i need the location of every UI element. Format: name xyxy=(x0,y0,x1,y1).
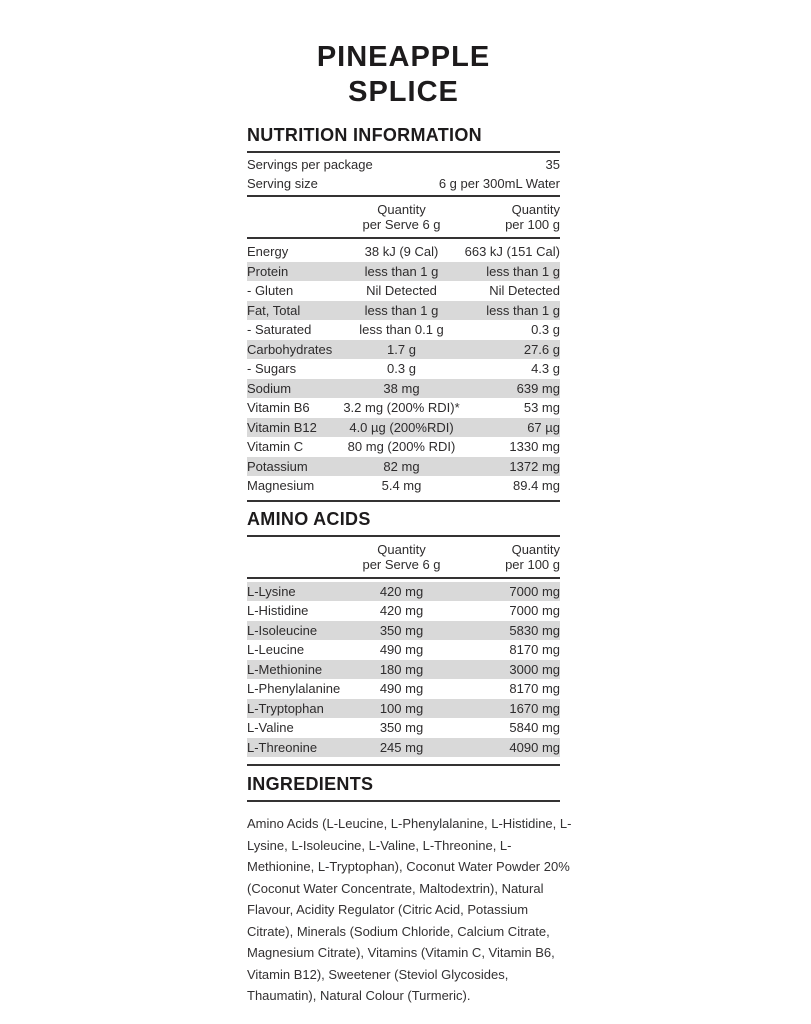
cell-label: Vitamin C xyxy=(247,439,304,455)
table-row xyxy=(247,601,560,621)
nutrition-information-heading: NUTRITION INFORMATION xyxy=(247,125,560,153)
quantity-per-100-header xyxy=(460,542,560,572)
cell-per100: 0.3 g xyxy=(531,322,560,338)
table-row xyxy=(247,679,560,699)
cell-serve: 420 mg xyxy=(379,603,424,619)
nutrition-label xyxy=(247,0,572,1007)
amino-acids-table xyxy=(247,582,560,758)
table-row xyxy=(247,418,560,438)
cell-per100: 53 mg xyxy=(523,400,560,416)
table-row xyxy=(247,437,560,457)
cell-label: Carbohydrates xyxy=(247,341,333,357)
quantity-per-serve-header-line2: per Serve 6 g xyxy=(362,217,441,232)
quantity-per-100-header xyxy=(460,202,560,232)
table-row xyxy=(247,398,560,418)
cell-label: L-Phenylalanine xyxy=(247,681,341,697)
cell-per100: 7000 mg xyxy=(509,603,560,619)
cell-serve: 38 kJ (9 Cal) xyxy=(364,244,439,260)
cell-label: Magnesium xyxy=(247,478,315,494)
cell-per100: 1372 mg xyxy=(509,458,560,474)
cell-label: L-Lysine xyxy=(247,583,296,599)
cell-serve: less than 1 g xyxy=(364,302,439,318)
cell-per100: 1670 mg xyxy=(509,700,560,716)
cell-serve: 82 mg xyxy=(383,458,420,474)
quantity-per-serve-header-line2: per Serve 6 g xyxy=(362,556,441,572)
cell-label: - Sugars xyxy=(247,361,297,377)
cell-per100: 5830 mg xyxy=(509,622,560,638)
table-row xyxy=(247,320,560,340)
table-row xyxy=(247,640,560,660)
cell-per100: 89.4 mg xyxy=(513,478,560,494)
table-row xyxy=(247,281,560,301)
cell-per100: 8170 mg xyxy=(509,642,560,658)
product-title-line2: SPLICE xyxy=(348,76,459,108)
cell-per100: 3000 mg xyxy=(509,661,560,677)
column-header-spacer xyxy=(247,542,343,572)
cell-per100: 27.6 g xyxy=(523,341,560,357)
cell-per100: 4.3 g xyxy=(531,361,560,377)
cell-label: L-Tryptophan xyxy=(247,700,324,716)
cell-per100: less than 1 g xyxy=(486,263,560,279)
ingredients-heading: INGREDIENTS xyxy=(247,764,560,802)
table-row xyxy=(247,379,560,399)
cell-label: - Saturated xyxy=(247,322,312,338)
quantity-per-serve-header xyxy=(343,202,460,232)
servings-per-package-value: 35 xyxy=(545,156,560,172)
cell-label: L-Leucine xyxy=(247,642,305,658)
cell-serve: 100 mg xyxy=(379,700,424,716)
cell-serve: less than 1 g xyxy=(364,263,439,279)
cell-serve: 350 mg xyxy=(379,720,424,736)
cell-label: Energy xyxy=(247,244,289,260)
amino-acids-heading: AMINO ACIDS xyxy=(247,500,560,537)
cell-label: Sodium xyxy=(247,380,292,396)
cell-label: Potassium xyxy=(247,458,308,474)
cell-label: L-Threonine xyxy=(247,739,318,755)
cell-per100: less than 1 g xyxy=(486,302,560,318)
cell-label: Vitamin B6 xyxy=(247,400,310,416)
cell-per100: 1330 mg xyxy=(509,439,560,455)
cell-serve: 0.3 g xyxy=(387,361,416,377)
column-header-spacer xyxy=(247,202,343,232)
amino-acids-section xyxy=(247,500,560,758)
quantity-per-100-header-line2: per 100 g xyxy=(505,217,560,232)
nutrition-table xyxy=(247,242,560,496)
cell-per100: 5840 mg xyxy=(509,720,560,736)
table-row xyxy=(247,718,560,738)
cell-per100: 7000 mg xyxy=(509,583,560,599)
table-row xyxy=(247,738,560,758)
quantity-per-100-header-line1: Quantity xyxy=(511,202,560,217)
cell-serve: less than 0.1 g xyxy=(359,322,444,338)
cell-serve: 180 mg xyxy=(379,661,424,677)
cell-per100: 8170 mg xyxy=(509,681,560,697)
quantity-per-serve-header-line1: Quantity xyxy=(377,541,426,557)
serving-size-label: Serving size xyxy=(247,175,318,191)
quantity-per-serve-header-line1: Quantity xyxy=(377,202,426,217)
table-row xyxy=(247,476,560,496)
cell-serve: 38 mg xyxy=(383,380,420,396)
cell-serve: 5.4 mg xyxy=(381,478,422,494)
table-row xyxy=(247,699,560,719)
cell-serve: 350 mg xyxy=(379,622,424,638)
cell-per100: 639 mg xyxy=(516,380,560,396)
table-row xyxy=(247,262,560,282)
servings-per-package-row xyxy=(247,155,560,174)
serving-size-value: 6 g per 300mL Water xyxy=(438,175,560,191)
table-row xyxy=(247,242,560,262)
table-row xyxy=(247,457,560,477)
table-row xyxy=(247,301,560,321)
cell-serve: 80 mg (200% RDI) xyxy=(347,439,456,455)
product-title-line1: PINEAPPLE xyxy=(316,41,491,73)
cell-serve: 490 mg xyxy=(379,681,424,697)
cell-label: - Gluten xyxy=(247,283,294,299)
cell-serve: 245 mg xyxy=(379,739,424,755)
cell-label: L-Histidine xyxy=(247,603,309,619)
servings-per-package-label: Servings per package xyxy=(247,156,373,172)
serving-info xyxy=(247,153,560,197)
cell-serve: 4.0 µg (200%RDI) xyxy=(349,419,454,435)
ingredients-text: Amino Acids (L-Leucine, L-Phenylalanine, L-Histidine, L-Lysine, L-Isoleucine, L-Valine, L-Threonine, L-Methionine, L-Tryptophan), Coconut Water Powder 20% (Coconut Water Concentrate, Maltodextrin), Natural Flavour, Acidity Regulator (Citric Acid, Potassium Citrate), Minerals (Sodium Chloride, Calcium Citrate, Magnesium Citrate), Vitamins (Vitamin C, Vitamin B6, Vitamin B12), Sweetener (Steviol Glycosides, Thaumatin), Natural Colour (Turmeric). xyxy=(247,816,572,1003)
table-row xyxy=(247,621,560,641)
table-row xyxy=(247,359,560,379)
cell-label: Fat, Total xyxy=(247,302,301,318)
table-row xyxy=(247,660,560,680)
cell-serve: 420 mg xyxy=(379,583,424,599)
cell-serve: 1.7 g xyxy=(387,341,416,357)
table-row xyxy=(247,582,560,602)
serving-size-row xyxy=(247,174,560,193)
product-title xyxy=(247,40,560,110)
cell-label: Protein xyxy=(247,263,289,279)
cell-serve: 490 mg xyxy=(379,642,424,658)
quantity-per-serve-header xyxy=(343,542,460,572)
cell-serve: 3.2 mg (200% RDI)* xyxy=(343,400,460,416)
cell-label: L-Methionine xyxy=(247,661,323,677)
cell-label: L-Isoleucine xyxy=(247,622,318,638)
amino-acids-column-headers xyxy=(247,537,560,579)
quantity-per-100-header-line1: Quantity xyxy=(511,541,560,557)
cell-label: Vitamin B12 xyxy=(247,419,317,435)
cell-per100: Nil Detected xyxy=(489,283,560,299)
cell-label: L-Valine xyxy=(247,720,294,736)
cell-per100: 4090 mg xyxy=(509,739,560,755)
table-row xyxy=(247,340,560,360)
nutrition-column-headers xyxy=(247,197,560,239)
cell-per100: 67 µg xyxy=(527,419,560,435)
cell-per100: 663 kJ (151 Cal) xyxy=(464,244,560,260)
cell-serve: Nil Detected xyxy=(366,283,437,299)
quantity-per-100-header-line2: per 100 g xyxy=(505,556,560,572)
